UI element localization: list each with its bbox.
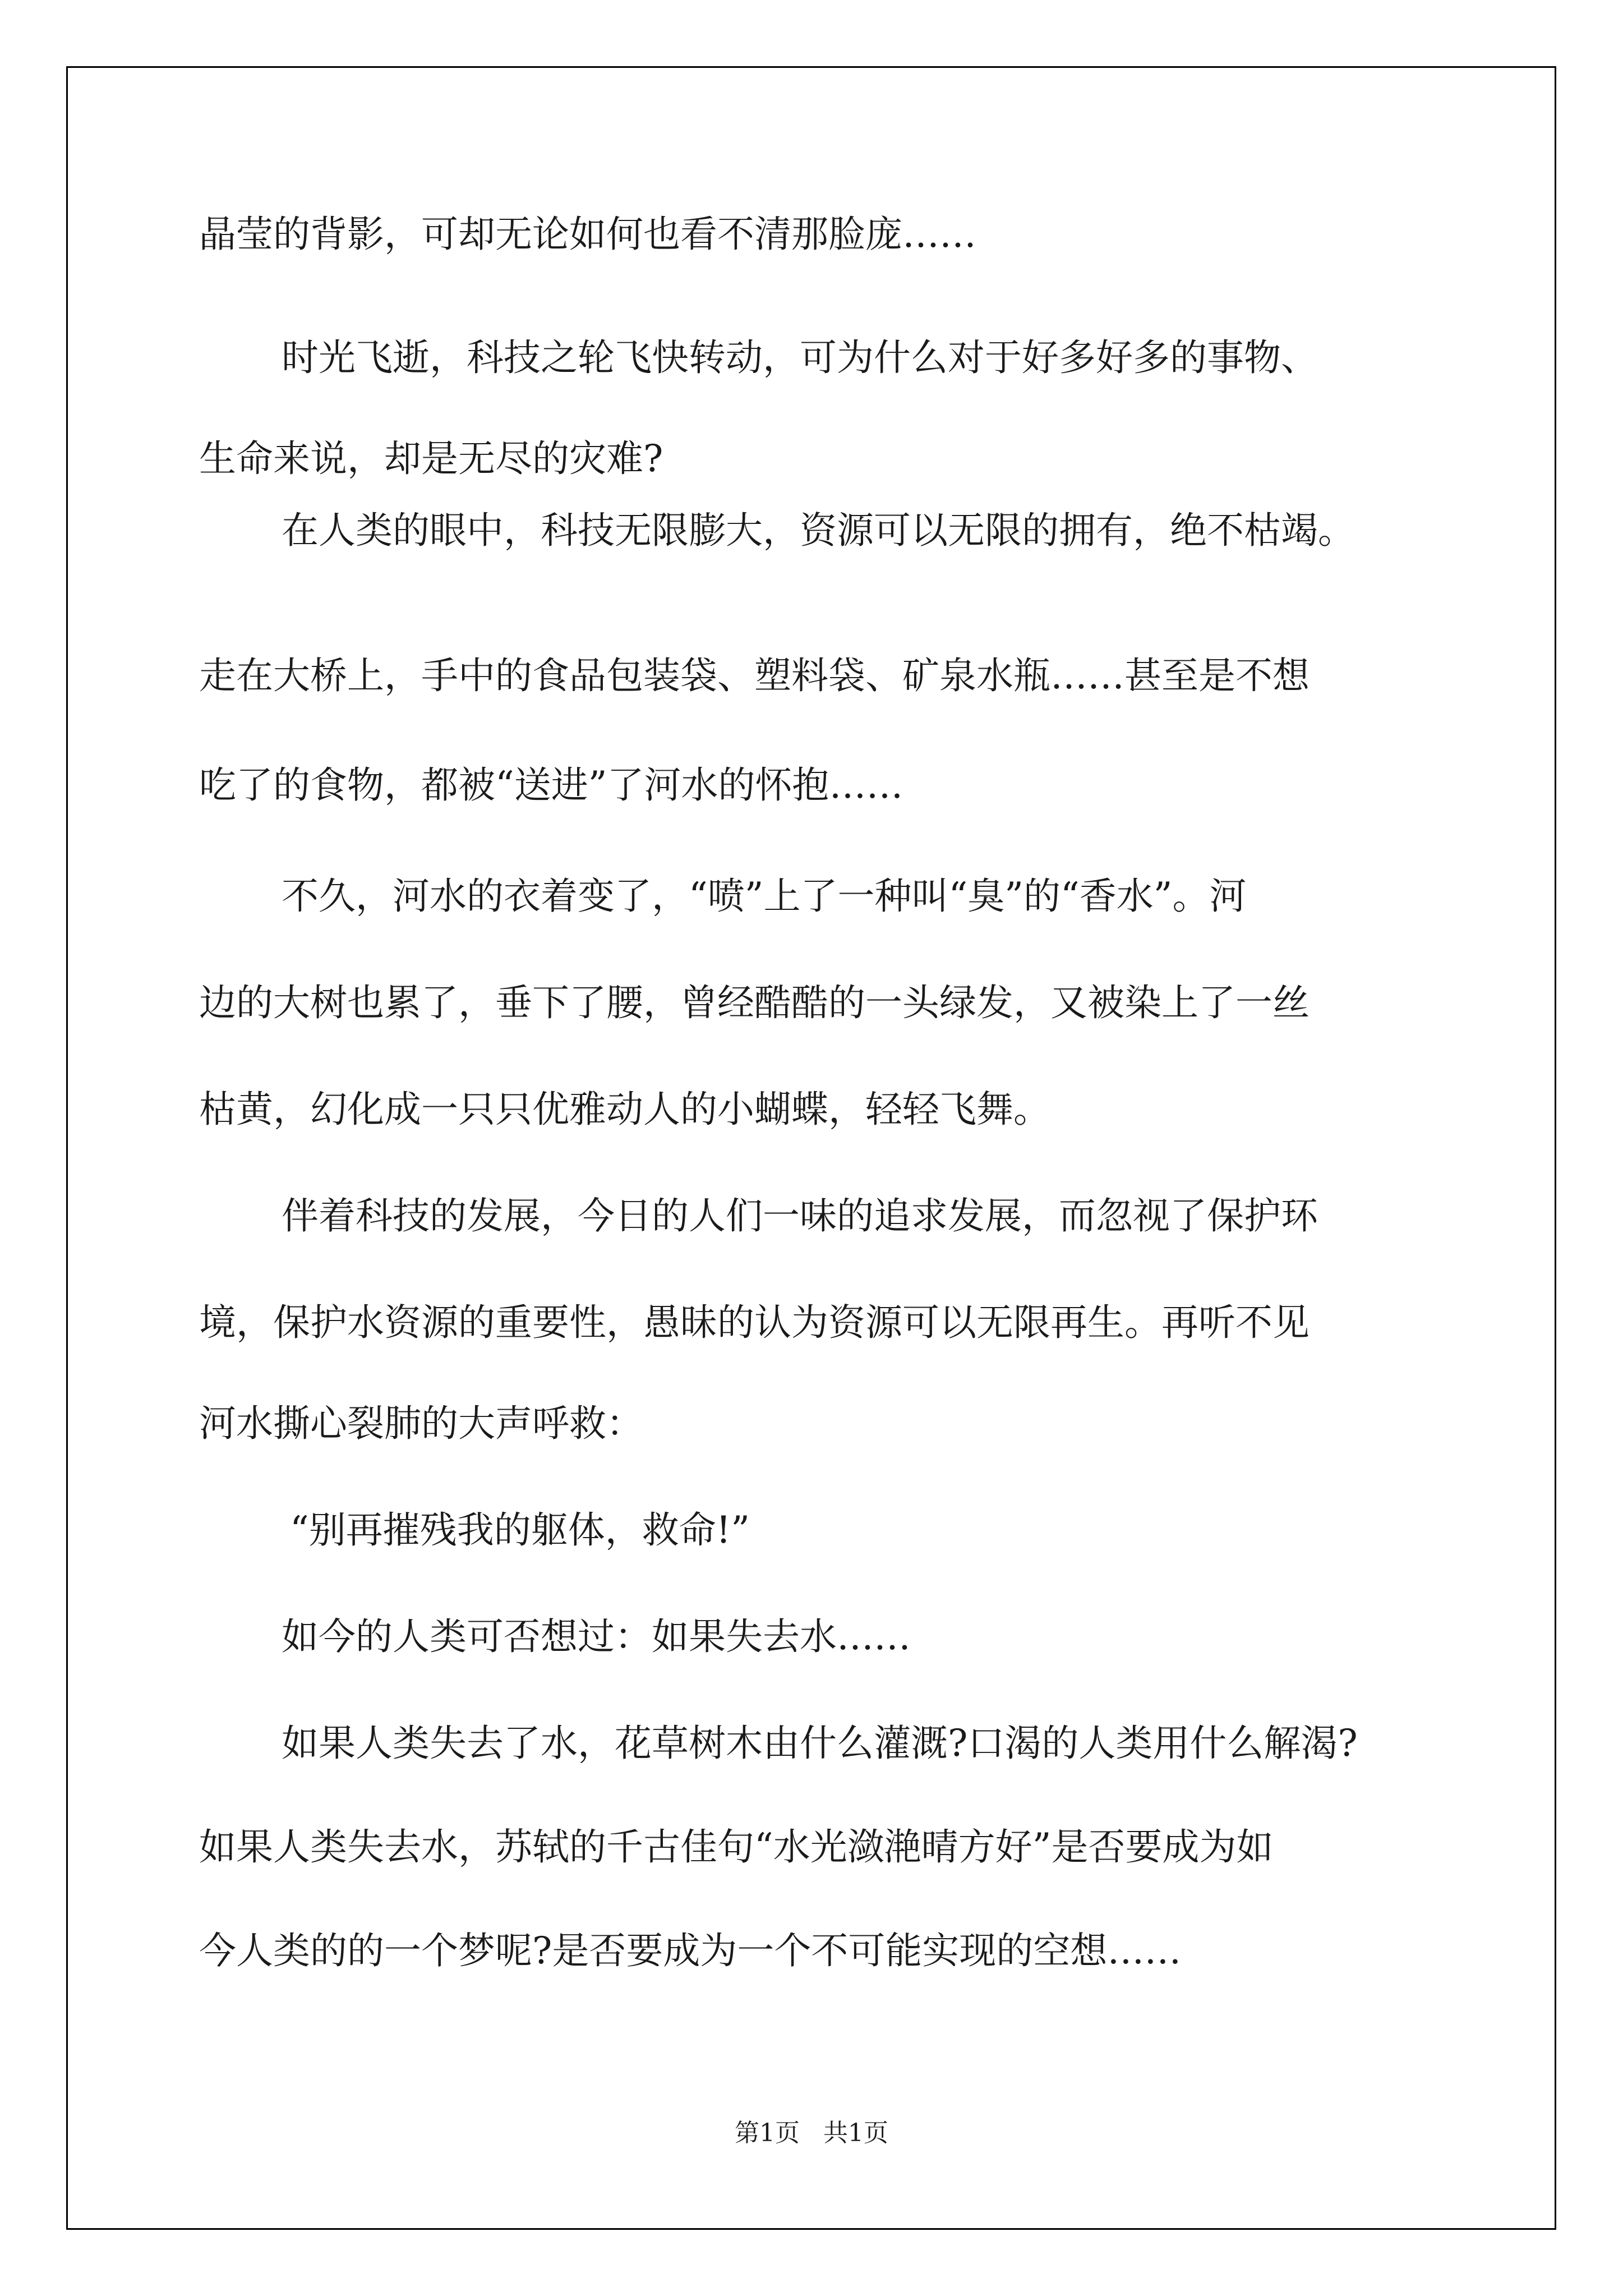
text-line-5: 走在大桥上，手中的食品包装袋、塑料袋、矿泉水瓶……甚至是不想 xyxy=(199,654,1310,697)
text-line-14: 如今的人类可否想过：如果失去水…… xyxy=(282,1615,911,1658)
text-line-2: 时光飞逝，科技之轮飞快转动，可为什么对于好多好多的事物、 xyxy=(282,336,1318,379)
text-line-8: 边的大树也累了，垂下了腰，曾经酷酷的一头绿发，又被染上了一丝 xyxy=(199,981,1310,1024)
text-line-17: 今人类的的一个梦呢?是否要成为一个不可能实现的空想…… xyxy=(199,1929,1182,1972)
text-line-6: 吃了的食物，都被“送进”了河水的怀抱…… xyxy=(199,763,903,807)
text-line-9: 枯黄，幻化成一只只优雅动人的小蝴蝶，轻轻飞舞。 xyxy=(199,1088,1050,1131)
text-line-4: 在人类的眼中，科技无限膨大，资源可以无限的拥有，绝不枯竭。 xyxy=(282,509,1355,552)
page-frame xyxy=(66,66,1556,2230)
text-line-1: 晶莹的背影，可却无论如何也看不清那脸庞…… xyxy=(199,213,976,256)
text-line-15: 如果人类失去了水，花草树木由什么灌溉?口渴的人类用什么解渴? xyxy=(282,1722,1358,1765)
text-line-16: 如果人类失去水，苏轼的千古佳句“水光潋滟晴方好”是否要成为如 xyxy=(199,1825,1274,1869)
page-number-footer: 第1页 共1页 xyxy=(735,2119,888,2147)
text-line-3: 生命来说，却是无尽的灾难? xyxy=(199,437,663,480)
text-line-7: 不久，河水的衣着变了，“喷”上了一种叫“臭”的“香水”。河 xyxy=(282,875,1247,918)
text-line-11: 境，保护水资源的重要性，愚昧的认为资源可以无限再生。再听不见 xyxy=(199,1301,1310,1344)
text-line-12: 河水撕心裂肺的大声呼救： xyxy=(199,1402,643,1445)
text-line-10: 伴着科技的发展，今日的人们一味的追求发展，而忽视了保护环 xyxy=(282,1194,1318,1237)
text-line-13: “别再摧残我的躯体，救命!” xyxy=(290,1508,750,1552)
